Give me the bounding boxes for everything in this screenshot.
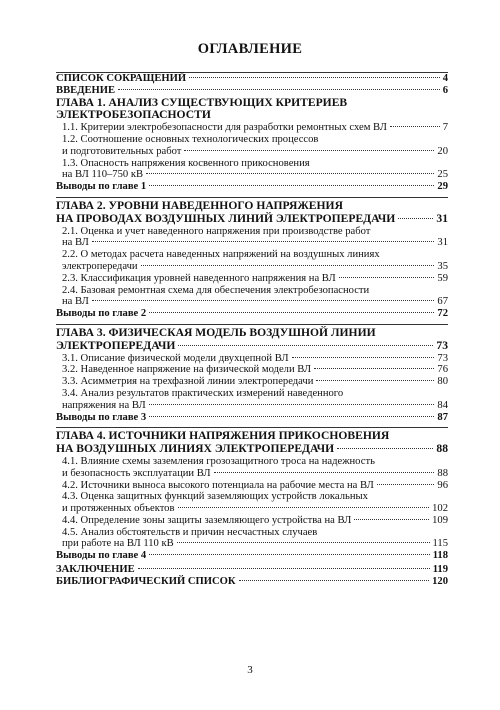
chapter-heading: НА ВОЗДУШНЫХ ЛИНИЯХ ЭЛЕКТРОПЕРЕДАЧИ 88 — [56, 442, 448, 456]
toc-entry: и безопасность эксплуатации ВЛ 88 — [62, 467, 448, 479]
toc-entry-introduction: ВВЕДЕНИЕ 6 — [56, 84, 448, 96]
chapter-summary: Выводы по главе 1 29 — [56, 181, 448, 193]
chapter-3 — [56, 327, 448, 425]
toc-entry: 4.4. Определение зоны защиты заземляющего устройства на ВЛ 109 — [62, 514, 448, 526]
toc-entry: 2.2. О методах расчета наведенных напряжений на воздушных линиях — [62, 249, 380, 261]
chapter-heading: ЭЛЕКТРОПЕРЕДАЧИ 73 — [56, 338, 448, 352]
toc-entry: 3.3. Асимметрия на трехфазной линии электропередачи 80 — [62, 376, 448, 388]
table-of-contents — [56, 72, 448, 588]
toc-entry-abbreviations: СПИСОК СОКРАЩЕНИЙ 4 — [56, 73, 448, 84]
chapter-heading: ГЛАВА 3. ФИЗИЧЕСКАЯ МОДЕЛЬ ВОЗДУШНОЙ ЛИНИИ — [56, 325, 376, 339]
chapter-2 — [56, 200, 448, 322]
toc-entry: 1.2. Соотношение основных технологических процессов — [62, 133, 319, 145]
toc-entry: на ВЛ 110–750 кВ 25 — [62, 169, 448, 181]
toc-entry: 1.1. Критерии электробезопасности для разработки ремонтных схем ВЛ 7 — [62, 122, 448, 134]
toc-entry: 4.5. Анализ обстоятельств и причин несчастных случаев — [62, 526, 318, 538]
chapter-heading: ГЛАВА 4. ИСТОЧНИКИ НАПРЯЖЕНИЯ ПРИКОСНОВЕНИЯ — [56, 429, 390, 443]
toc-entry: при работе на ВЛ 110 кВ 115 — [62, 538, 448, 550]
toc-entry: 2.3. Классификация уровней наведенного напряжения на ВЛ 59 — [62, 272, 448, 284]
page-number: 3 — [247, 664, 253, 676]
chapter-4 — [56, 430, 448, 564]
toc-entry: на ВЛ 31 — [62, 237, 448, 249]
toc-entry: 4.1. Влияние схемы заземления грозозащитного троса на надежность — [62, 455, 375, 467]
toc-entry: 2.1. Оценка и учет наведенного напряжения при производстве работ — [62, 225, 371, 237]
chapter-1 — [56, 97, 448, 195]
divider — [56, 324, 448, 325]
chapter-heading: НА ПРОВОДАХ ВОЗДУШНЫХ ЛИНИЙ ЭЛЕКТРОПЕРЕДАЧИ 31 — [56, 211, 448, 225]
divider — [56, 427, 448, 428]
chapter-summary: Выводы по главе 2 72 — [56, 308, 448, 320]
toc-entry: 3.4. Анализ результатов практических измерений наведенного — [62, 387, 344, 399]
chapter-summary: Выводы по главе 4 118 — [56, 550, 448, 562]
toc-entry: и протяженных объектов 102 — [62, 503, 448, 515]
toc-entry: 4.2. Источники выноса высокого потенциала на рабочие места на ВЛ 96 — [62, 479, 448, 491]
toc-entry: 1.3. Опасность напряжения косвенного прикосновения — [62, 157, 310, 169]
page-title: ОГЛАВЛЕНИЕ — [197, 41, 303, 57]
chapter-heading: ГЛАВА 1. АНАЛИЗ СУЩЕСТВУЮЩИХ КРИТЕРИЕВ — [56, 95, 348, 109]
toc-entry: 3.1. Описание физической модели двухцепной ВЛ 73 — [62, 352, 448, 364]
toc-entry: и подготовительных работ 20 — [62, 145, 448, 157]
toc-entry-bibliography: БИБЛИОГРАФИЧЕСКИЙ СПИСОК 120 — [56, 575, 448, 587]
toc-entry: 2.4. Базовая ремонтная схема для обеспечения электробезопасности — [62, 284, 370, 296]
chapter-summary: Выводы по главе 3 87 — [56, 411, 448, 423]
toc-entry-conclusion: ЗАКЛЮЧЕНИЕ 119 — [56, 564, 448, 576]
toc-entry: электропередачи 35 — [62, 260, 448, 272]
chapter-heading: ЭЛЕКТРОБЕЗОПАСНОСТИ — [56, 108, 211, 122]
chapter-heading: ГЛАВА 2. УРОВНИ НАВЕДЕННОГО НАПРЯЖЕНИЯ — [56, 198, 343, 212]
toc-entry: 4.3. Оценка защитных функций заземляющих устройств локальных — [62, 491, 368, 503]
divider — [56, 197, 448, 198]
toc-entry: напряжения на ВЛ 84 — [62, 399, 448, 411]
toc-entry: 3.2. Наведенное напряжение на физической модели ВЛ 76 — [62, 364, 448, 376]
toc-entry: на ВЛ 67 — [62, 296, 448, 308]
